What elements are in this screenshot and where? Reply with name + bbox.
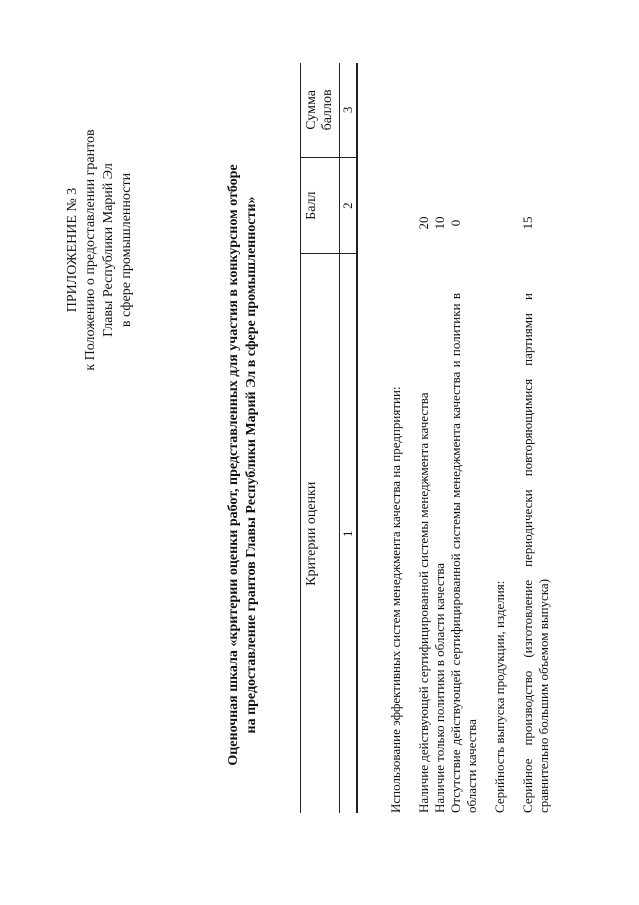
criterion-text: Отсутствие действующей сертифицированной системы менеджмента качества и политики в области качества [448, 293, 479, 813]
header-sum-line2: баллов [320, 89, 335, 131]
appendix-reference-line3: в сфере промышленности [119, 172, 134, 328]
criterion-score: 10 [432, 216, 447, 230]
section-heading: Использование эффективных систем менеджмента качества на предприятии: [388, 386, 403, 813]
header-score: Балл [301, 158, 339, 255]
column-number-2: 2 [340, 158, 356, 255]
criterion-score: 20 [416, 216, 431, 230]
criterion-text: Наличие только политики в области качества [432, 562, 447, 813]
criterion-text: Серийное производство (изготовление периодически повторяющимися партиями и сравнительно большим объемом выпуска) [520, 293, 551, 813]
title-line-1: Оценочная шкала «критерии оценки работ, представленных для участия в конкурсном отборе [226, 164, 241, 766]
column-number-3: 3 [340, 63, 356, 158]
title-line-2: на предоставление грантов Главы Республики Марий Эл в сфере промышленности» [244, 196, 259, 734]
appendix-reference: к Положению о предоставлении грантов [83, 129, 98, 371]
criterion-score: 0 [448, 219, 463, 227]
header-criteria: Критерии оценки [304, 481, 319, 586]
appendix-number: ПРИЛОЖЕНИЕ № 3 [65, 187, 80, 313]
list-item [432, 63, 448, 813]
criteria-table [300, 63, 358, 813]
document-title [225, 115, 261, 815]
list-item [448, 63, 480, 813]
criterion-text: Наличие действующей сертифицированной системы менеджмента качества [416, 392, 431, 813]
table-number-row [340, 63, 357, 813]
header-sum [301, 63, 339, 158]
criterion-score: 15 [520, 216, 535, 230]
list-item [520, 63, 552, 813]
column-number-1: 1 [340, 530, 355, 537]
table-header-row [301, 63, 340, 813]
header-sum-line1: Сумма [304, 90, 319, 130]
section-heading: Серийность выпуска продукции, изделия: [492, 580, 507, 813]
appendix-block [64, 35, 136, 465]
appendix-reference-line2: Главы Республики Марий Эл [101, 163, 116, 337]
criteria-body [388, 63, 552, 813]
list-item [416, 63, 432, 813]
